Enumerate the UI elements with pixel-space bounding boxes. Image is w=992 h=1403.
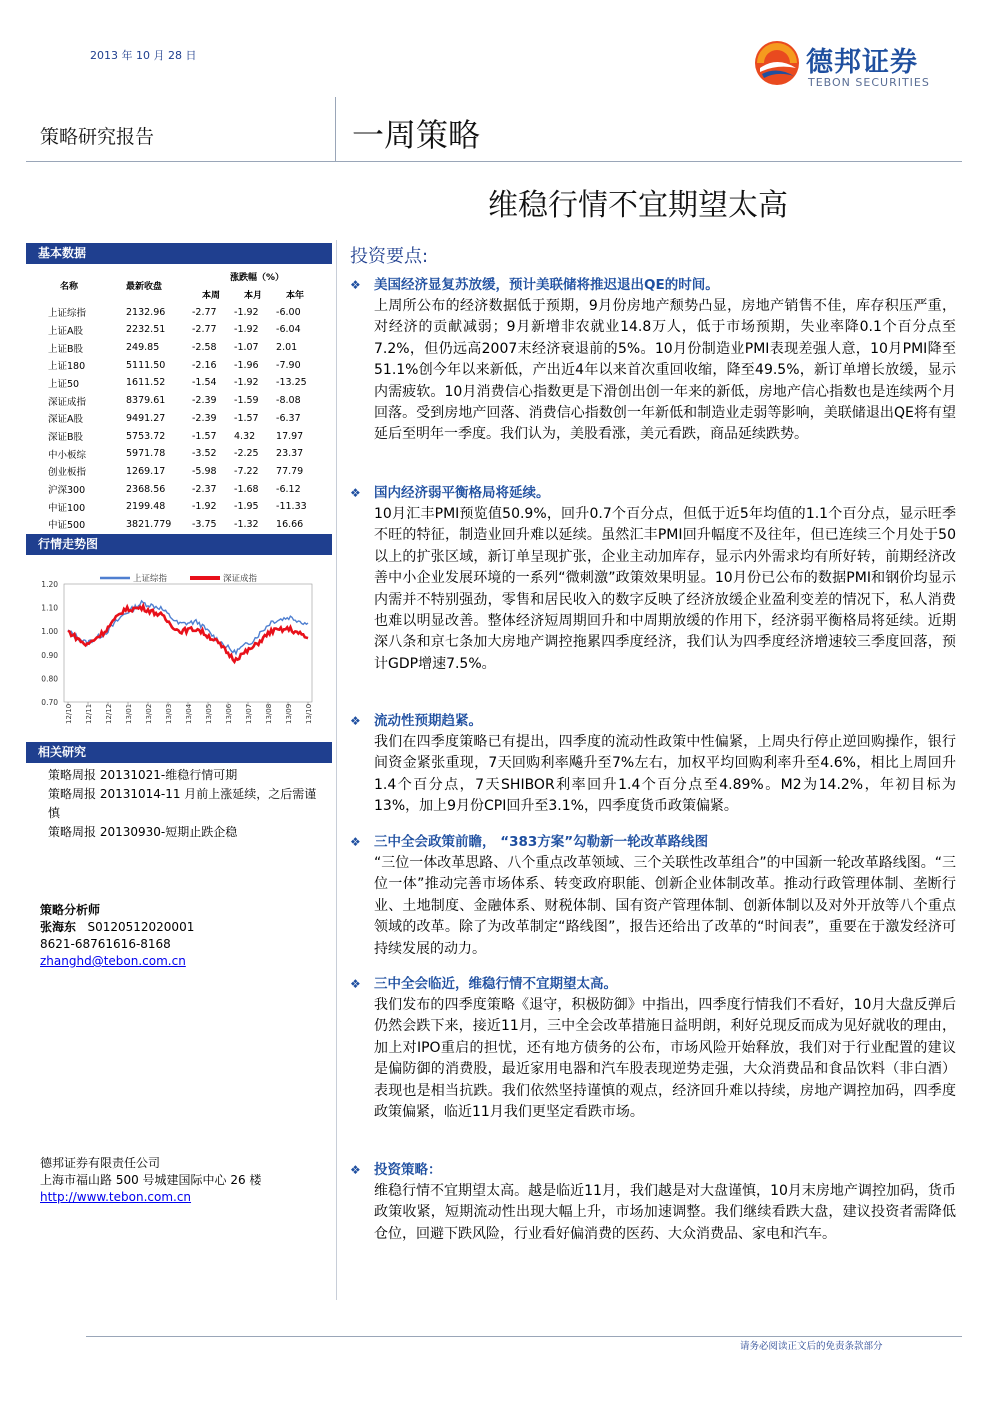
logo-text-en: TEBON SECURITIES bbox=[808, 76, 930, 89]
table-row bbox=[40, 339, 322, 357]
y-tick-label: 0.80 bbox=[41, 674, 58, 684]
cell-week: -1.54 bbox=[192, 377, 217, 389]
cell-year: -6.37 bbox=[276, 412, 301, 424]
company-block bbox=[40, 1155, 261, 1206]
analyst-phone: 8621-68761616-8168 bbox=[40, 937, 171, 951]
diamond-bullet-icon: ❖ bbox=[350, 835, 361, 849]
cell-week: -2.58 bbox=[192, 342, 217, 354]
x-tick-label: 13/08 bbox=[265, 703, 273, 724]
point-heading: 美国经济显复苏放缓，预计美联储将推迟退出QE的时间。 bbox=[374, 277, 719, 293]
diamond-bullet-icon: ❖ bbox=[350, 977, 361, 991]
cell-month: -1.95 bbox=[234, 501, 259, 513]
cell-close: 3821.779 bbox=[126, 518, 172, 530]
cell-week: -2.77 bbox=[192, 306, 217, 318]
footer-rule bbox=[86, 1336, 962, 1337]
point-section bbox=[350, 1160, 956, 1245]
x-tick-label: 13/09 bbox=[285, 703, 293, 724]
cell-name: 深证B股 bbox=[48, 432, 84, 444]
diamond-bullet-icon: ❖ bbox=[350, 1163, 361, 1177]
cell-month: -1.92 bbox=[234, 306, 259, 318]
table-row bbox=[40, 303, 322, 321]
table-row bbox=[40, 392, 322, 410]
point-section bbox=[350, 974, 956, 1123]
legend-label: 上证综指 bbox=[133, 574, 168, 584]
cell-month: -1.68 bbox=[234, 483, 259, 495]
column-divider bbox=[336, 240, 337, 1300]
cell-week: -1.92 bbox=[192, 501, 217, 513]
cell-week: -1.57 bbox=[192, 430, 217, 442]
table-row bbox=[40, 445, 322, 463]
cell-name: 上证B股 bbox=[48, 343, 84, 355]
basic-data-header: 基本数据 bbox=[26, 243, 332, 264]
x-tick-label: 12/10 bbox=[65, 703, 73, 724]
cell-close: 2199.48 bbox=[126, 501, 166, 513]
cell-week: -2.39 bbox=[192, 395, 217, 407]
cell-close: 2232.51 bbox=[126, 324, 166, 336]
point-body: 10月汇丰PMI预览值50.9%，回升0.7个百分点，但低于近5年均值的1.1个百分点，显示旺季不旺的特征，制造业回升难以延续。虽然汇丰PMI回升幅度不及往年，但已连续三个月处于50以上的扩张区域，新订单呈现扩张，企业主动加库存，显示内外需求均有所好转，前期经济改善中小企业发展环境的一系列“微刺激”政策效果明显。10月份已公布的数据PMI和钢价均显示内需并不特别强劲，零售和居民收入的数字反映了经济放缓企业盈利变差的情况下，私人消费也难以明显改善。整体经济短周期回升和中周期放缓的作用下，经济弱平衡格局将延续。近期深八条和京七条加大房地产调控拖累四季度经济，我们认为四季度经济增速较三季度回落，预计GDP增速7.5%。 bbox=[374, 506, 956, 672]
point-body: 我们在四季度策略已有提出，四季度的流动性政策中性偏紧，上周央行停止逆回购操作，银行间资金紧张重现，7天回购利率飚升至7%左右，加权平均回购利率升至4.6%，相比上周回升1.4个百分点，7天SHIBOR利率回升1.4个百分点至4.89%。M2为14.2%，年初目标为13%，加上9月份CPI回升至3.1%，四季度货币政策偏紧。 bbox=[374, 734, 956, 815]
key-points-title: 投资要点: bbox=[350, 246, 429, 267]
cell-year: -13.25 bbox=[276, 377, 307, 389]
x-tick-label: 13/06 bbox=[225, 703, 233, 724]
y-tick-label: 1.10 bbox=[41, 603, 58, 613]
report-date: 2013 年 10 月 28 日 bbox=[90, 49, 197, 62]
cell-year: -8.08 bbox=[276, 395, 301, 407]
x-tick-label: 12/12 bbox=[105, 703, 113, 724]
point-body: 维稳行情不宜期望太高。越是临近11月，我们越是对大盘谨慎，10月末房地产调控加码，货币政策收紧，短期流动性出现大幅上升，市场加速调整。我们继续看跌大盘，建议投资者需降低仓位，回避下跌风险，行业看好偏消费的医药、大众消费品、家电和汽车。 bbox=[374, 1183, 956, 1242]
y-tick-label: 0.70 bbox=[41, 698, 58, 707]
tebon-logo-icon bbox=[752, 38, 802, 88]
table-row bbox=[40, 463, 322, 481]
point-heading: 投资策略： bbox=[374, 1162, 442, 1178]
cell-close: 249.85 bbox=[126, 342, 160, 354]
cell-close: 1269.17 bbox=[126, 465, 166, 477]
header-rule bbox=[26, 161, 962, 162]
y-tick-label: 0.90 bbox=[41, 650, 58, 660]
x-tick-label: 13/04 bbox=[185, 703, 193, 724]
cell-name: 中小板综 bbox=[48, 449, 87, 461]
table-row bbox=[40, 321, 322, 339]
cell-close: 2368.56 bbox=[126, 483, 166, 495]
table-row bbox=[40, 498, 322, 516]
cell-close: 5111.50 bbox=[126, 359, 166, 371]
table-row bbox=[40, 480, 322, 498]
col-close: 最新收盘 bbox=[126, 282, 163, 293]
table-row bbox=[40, 356, 322, 374]
cell-month: 4.32 bbox=[234, 430, 256, 442]
cell-month: -7.22 bbox=[234, 465, 259, 477]
cell-month: -1.57 bbox=[234, 412, 259, 424]
point-section bbox=[350, 483, 956, 675]
cell-close: 5971.78 bbox=[126, 448, 166, 460]
cell-week: -2.37 bbox=[192, 483, 217, 495]
company-name: 德邦证券有限责任公司 bbox=[40, 1156, 161, 1170]
trend-chart bbox=[30, 562, 330, 742]
related-item[interactable]: 策略周报 20131021-维稳行情可期 bbox=[48, 768, 238, 782]
cell-month: -1.92 bbox=[234, 377, 259, 389]
cell-year: 16.66 bbox=[276, 518, 304, 530]
cell-year: 23.37 bbox=[276, 448, 304, 460]
cell-close: 2132.96 bbox=[126, 306, 166, 318]
related-research-list bbox=[48, 766, 328, 842]
x-tick-label: 12/11 bbox=[85, 703, 93, 724]
cell-name: 中证500 bbox=[48, 520, 86, 532]
point-body: “三位一体改革思路、八个重点改革领域、三个关联性改革组合”的中国新一轮改革路线图。“三位一体”推动完善市场体系、转变政府职能、创新企业体制改革。推动行政管理体制、垄断行业、土地制度、金融体系、财税体制、国有资产管理体制、创新体制以及对外开放等八个重点领域的改革。除了为改革制定“路线图”，报告还给出了改革的“时间表”，重要在于激发经济可持续发展的动力。 bbox=[374, 855, 956, 957]
analyst-email[interactable]: zhanghd@tebon.com.cn bbox=[40, 954, 186, 968]
point-heading: 国内经济弱平衡格局将延续。 bbox=[374, 485, 550, 501]
cell-name: 深证A股 bbox=[48, 414, 83, 426]
point-body: 上周所公布的经济数据低于预期，9月份房地产颓势凸显，房地产销售不佳，库存积压严重，对经济的贡献减弱；9月新增非农就业14.8万人，低于市场预期，失业率降0.1个百分点至7.2%，但仍远高2007末经济衰退前的5%。10月份制造业PMI表现差强人意，10月PMI降至51.1%创今年以来新低，产出近4年以来首次重回收缩，降至49.5%，新订单增长放缓，显示内需疲软。10月消费信心指数更是下滑创出创一年来的新低，房地产信心指数也是连续两个月回落。受到房地产回落、消费信心指数创一年新低和制造业走弱等影响，美联储退出QE将有望延后至明年一季度。我们认为，美股看涨，美元看跌，商品延续跌势。 bbox=[374, 298, 956, 443]
footer-disclaimer: 请务必阅读正文后的免责条款部分 bbox=[740, 1341, 883, 1352]
cell-name: 沪深300 bbox=[48, 485, 86, 497]
cell-week: -2.39 bbox=[192, 412, 217, 424]
table-row bbox=[40, 427, 322, 445]
cell-week: -3.52 bbox=[192, 448, 217, 460]
point-heading: 三中全会临近，维稳行情不宜期望太高。 bbox=[374, 976, 617, 992]
cell-year: -6.00 bbox=[276, 306, 301, 318]
report-type: 策略研究报告 bbox=[40, 126, 155, 148]
cell-year: 2.01 bbox=[276, 342, 298, 354]
related-header: 相关研究 bbox=[26, 742, 332, 763]
cell-name: 上证A股 bbox=[48, 325, 83, 337]
cell-name: 创业板指 bbox=[48, 467, 87, 479]
table-row bbox=[40, 516, 322, 534]
page-title: 维稳行情不宜期望太高 bbox=[488, 188, 788, 223]
header-divider bbox=[335, 97, 336, 161]
cell-year: -6.12 bbox=[276, 483, 301, 495]
x-tick-label: 13/01 bbox=[125, 703, 133, 724]
cell-month: -1.32 bbox=[234, 518, 259, 530]
market-data-table bbox=[40, 268, 322, 533]
x-tick-label: 13/10 bbox=[305, 703, 313, 724]
related-item[interactable]: 策略周报 20131014-11 月前上涨延续，之后需谨慎 bbox=[48, 787, 317, 820]
cell-name: 上证180 bbox=[48, 361, 86, 373]
cell-name: 中证100 bbox=[48, 502, 86, 514]
table-row bbox=[40, 410, 322, 428]
cell-month: -1.59 bbox=[234, 395, 259, 407]
cell-month: -1.07 bbox=[234, 342, 259, 354]
col-name: 名称 bbox=[60, 282, 79, 293]
x-tick-label: 13/02 bbox=[145, 703, 153, 724]
cell-month: -1.92 bbox=[234, 324, 259, 336]
trend-header: 行情走势图 bbox=[26, 534, 332, 555]
legend-label: 深证成指 bbox=[223, 574, 258, 584]
col-year: 本年 bbox=[286, 291, 305, 302]
cell-name: 深证成指 bbox=[48, 396, 87, 408]
point-section bbox=[350, 711, 956, 818]
cell-name: 上证50 bbox=[48, 378, 80, 390]
cell-year: -7.90 bbox=[276, 359, 301, 371]
analyst-block bbox=[40, 902, 194, 970]
cell-week: -2.16 bbox=[192, 359, 217, 371]
col-week: 本周 bbox=[202, 291, 221, 302]
cell-month: -2.25 bbox=[234, 448, 259, 460]
cell-name: 上证综指 bbox=[48, 308, 87, 320]
cell-close: 8379.61 bbox=[126, 395, 166, 407]
y-tick-label: 1.20 bbox=[41, 580, 58, 589]
x-tick-label: 13/05 bbox=[205, 703, 213, 724]
cell-week: -3.75 bbox=[192, 518, 217, 530]
report-series: 一周策略 bbox=[352, 116, 481, 154]
analyst-cert: S0120512020001 bbox=[87, 920, 195, 934]
cell-month: -1.96 bbox=[234, 359, 259, 371]
logo-text-cn: 德邦证券 bbox=[806, 47, 918, 78]
cell-year: 77.79 bbox=[276, 465, 304, 477]
cell-close: 9491.27 bbox=[126, 412, 166, 424]
x-tick-label: 13/07 bbox=[245, 703, 253, 724]
analyst-name: 张海东 bbox=[40, 920, 77, 934]
plot-area bbox=[64, 584, 312, 702]
point-heading: 流动性预期趋紧。 bbox=[374, 713, 482, 729]
analyst-title: 策略分析师 bbox=[40, 903, 101, 917]
cell-year: -6.04 bbox=[276, 324, 301, 336]
diamond-bullet-icon: ❖ bbox=[350, 714, 361, 728]
cell-close: 5753.72 bbox=[126, 430, 166, 442]
y-tick-label: 1.00 bbox=[41, 627, 58, 637]
diamond-bullet-icon: ❖ bbox=[350, 278, 361, 292]
point-body: 我们发布的四季度策略《退守，积极防御》中指出，四季度行情我们不看好，10月大盘反弹后仍然会跌下来，接近11月，三中全会改革措施日益明朗，利好兑现反而成为见好就收的理由，加上对IPO重启的担忧，还有地方债务的公布，市场风险开始释放，我们对于行业配置的建议是偏防御的消费股，最近家用电器和汽车股表现逆势走强，大众消费品和食品饮料（非白酒）表现也是相当抗跌。我们依然坚持谨慎的观点，经济回升难以持续，房地产调控加码，四季度政策偏紧，临近11月我们更坚定看跌市场。 bbox=[374, 997, 956, 1121]
cell-year: 17.97 bbox=[276, 430, 304, 442]
point-section bbox=[350, 275, 956, 446]
col-month: 本月 bbox=[244, 291, 263, 302]
table-row bbox=[40, 374, 322, 392]
company-url[interactable]: http://www.tebon.com.cn bbox=[40, 1190, 192, 1204]
company-logo bbox=[752, 38, 952, 94]
point-section bbox=[350, 832, 956, 960]
diamond-bullet-icon: ❖ bbox=[350, 486, 361, 500]
cell-week: -2.77 bbox=[192, 324, 217, 336]
related-item[interactable]: 策略周报 20130930-短期止跌企稳 bbox=[48, 825, 238, 839]
market-data-rows bbox=[40, 303, 322, 533]
x-tick-label: 13/03 bbox=[165, 703, 173, 724]
cell-week: -5.98 bbox=[192, 465, 217, 477]
col-change-group: 涨跌幅（%） bbox=[229, 273, 285, 284]
cell-close: 1611.52 bbox=[126, 377, 166, 389]
company-address: 上海市福山路 500 号城建国际中心 26 楼 bbox=[40, 1173, 262, 1187]
point-heading: 三中全会政策前瞻， “383方案”勾勒新一轮改革路线图 bbox=[374, 834, 709, 850]
cell-year: -11.33 bbox=[276, 501, 307, 513]
